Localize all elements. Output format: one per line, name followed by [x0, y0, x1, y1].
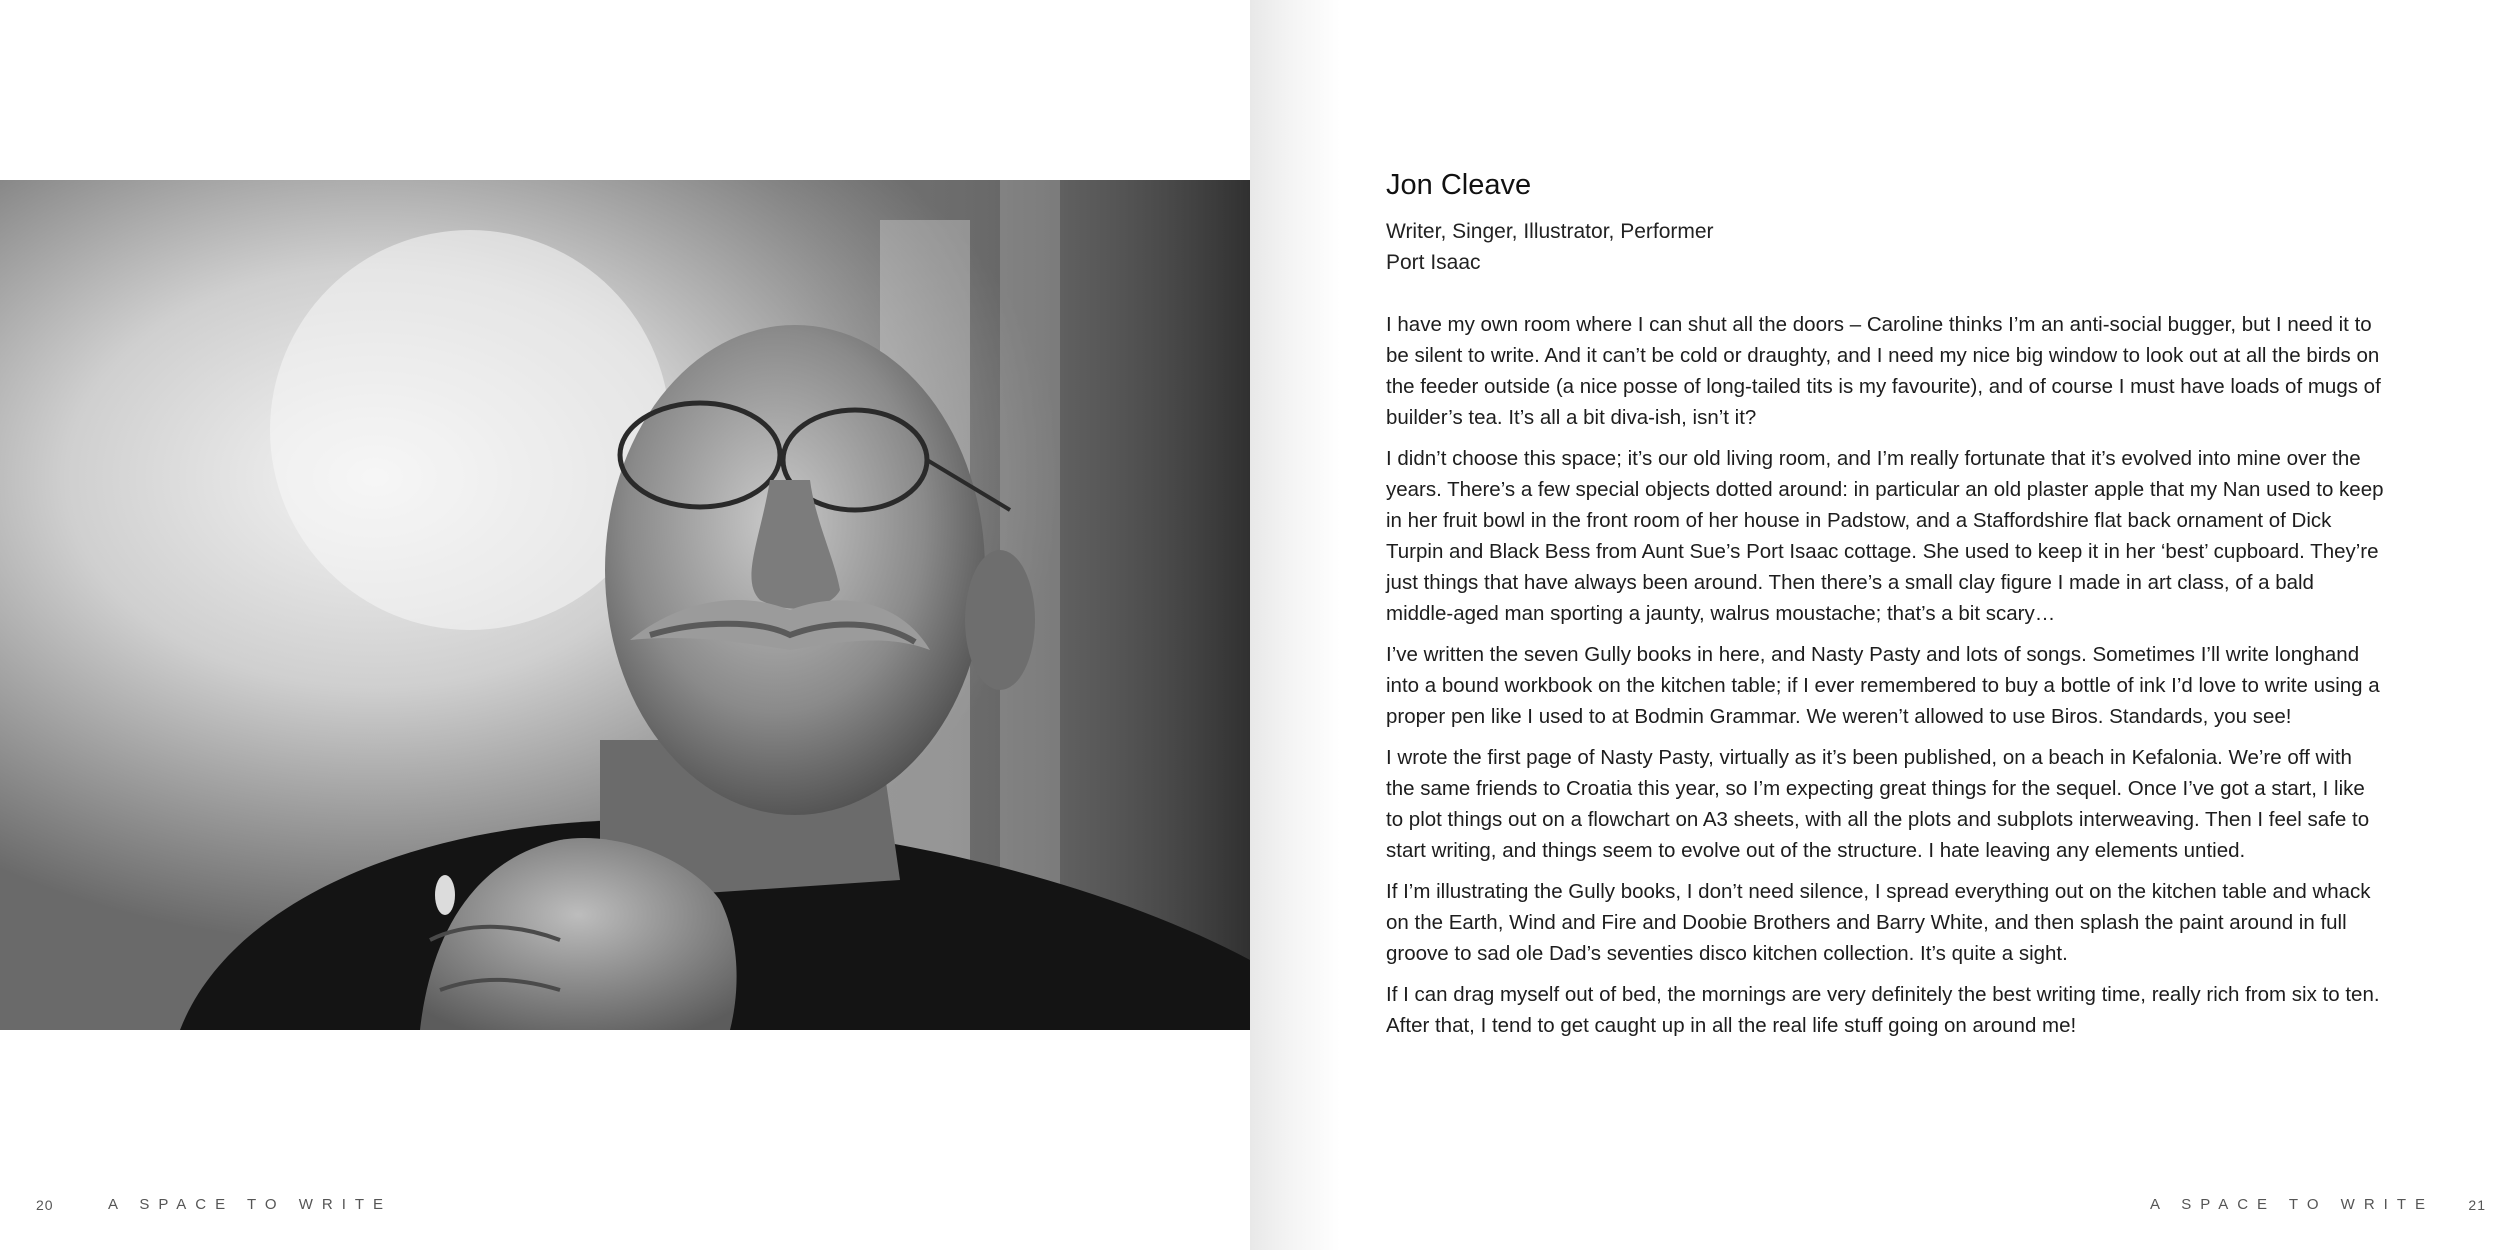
body-paragraph: If I’m illustrating the Gully books, I don’t need silence, I spread everything out on the kitchen table and whack on the Earth, Wind and Fire and Doobie Brothers and Barry White, and then splash the paint around in full groove to sad ole Dad’s seventies disco kitchen collection. It’s quite a sight. [1386, 879, 2371, 965]
profile-name: Jon Cleave [1386, 169, 1532, 201]
body-paragraph: If I can drag myself out of bed, the mornings are very definitely the best writing time, really rich from six to ten. After that, I tend to get caught up in all the real life stuff going on around me! [1386, 982, 2380, 1037]
portrait-photo [0, 180, 1250, 1030]
running-head-left: A SPACE TO WRITE [108, 1196, 393, 1213]
body-paragraph: I’ve written the seven Gully books in here, and Nasty Pasty and lots of songs. Sometimes I’ll write longhand into a bound workbook on the kitchen table; if I ever remembered to buy a bottle of ink I’d love to write using a proper pen like I used to at Bodmin Grammar. We weren’t allowed to use Biros. Standards, you see! [1386, 642, 2380, 728]
page-number-left: 20 [36, 1197, 54, 1213]
gutter-shadow [1250, 0, 1340, 1250]
body-paragraph: I didn’t choose this space; it’s our old living room, and I’m really fortunate that it’s evolved into mine over the years. There’s a few special objects dotted around: in particular an old plaster apple that my Nan used to keep in her fruit bowl in the front room of her house in Padstow, and a Staffordshire flat back ornament of Dick Turpin and Black Bess from Aunt Sue’s Port Isaac cottage. She used to keep it in her ‘best’ cupboard. They’re just things that have always been around. Then there’s a small clay figure I made in art class, of a bald middle-aged man sporting a jaunty, walrus moustache; that’s a bit scary… [1386, 446, 2384, 625]
body-paragraph: I wrote the first page of Nasty Pasty, virtually as it’s been published, on a beach in Kefalonia. We’re off with the same friends to Croatia this year, so I’m expecting great things for the sequel. Once I’ve got a start, I like to plot things out on a flowchart on A3 sheets, with all the plots and subplots interweaving. Then I feel safe to start writing, and things seem to evolve out of the structure. I hate leaving any elements untied. [1386, 745, 2370, 862]
portrait-photo-icon [0, 180, 1250, 1030]
profile-article [1386, 170, 2386, 1051]
page-number-right: 21 [2468, 1197, 2486, 1213]
running-head-right: A SPACE TO WRITE [2149, 1196, 2434, 1213]
body-paragraph: I have my own room where I can shut all the doors – Caroline thinks I’m an anti-social bugger, but I need it to be silent to write. And it can’t be cold or draughty, and I need my nice big window to look out at all the birds on the feeder outside (a nice posse of long-tailed tits is my favourite), and of course I must have loads of mugs of builder’s tea. It’s all a bit diva-ish, isn’t it? [1386, 312, 2381, 429]
right-page [1250, 0, 2500, 1250]
profile-roles: Writer, Singer, Illustrator, Performer [1386, 219, 1714, 243]
profile-location: Port Isaac [1386, 250, 1481, 274]
